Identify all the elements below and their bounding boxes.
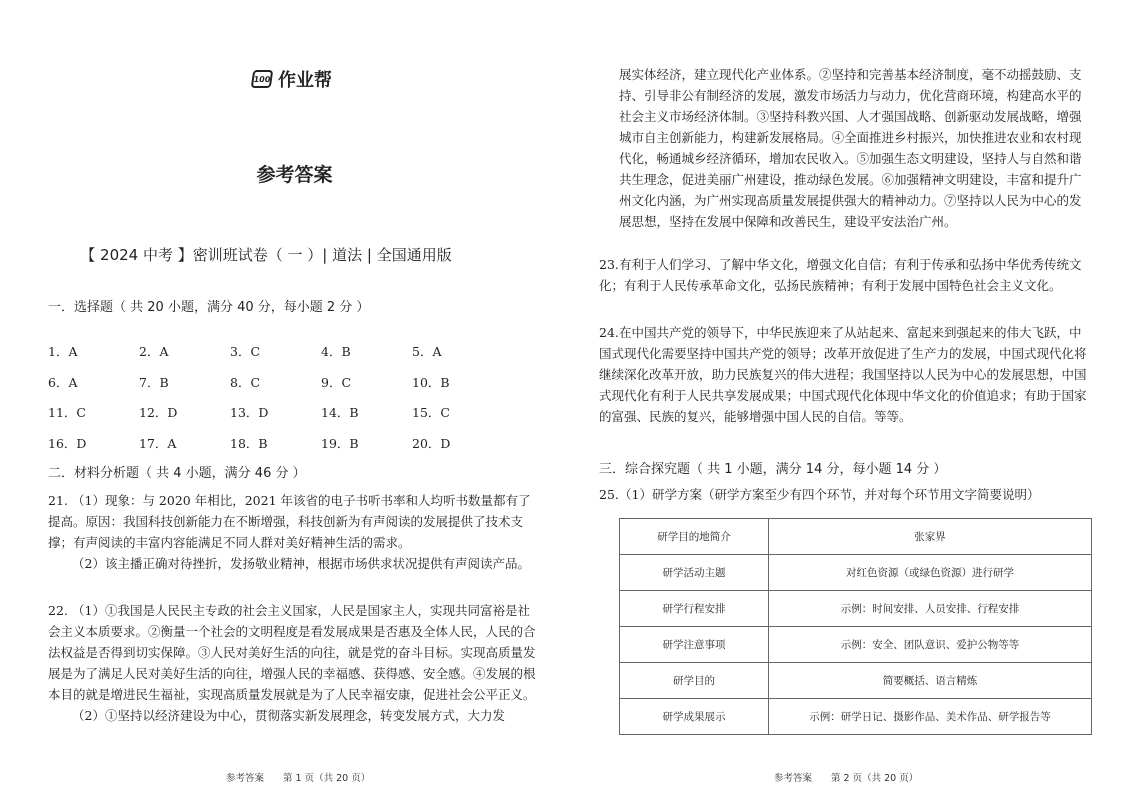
logo-icon: 100 (251, 70, 274, 88)
plan-step-detail: 示例：研学日记、摄影作品、美术作品、研学报告等 (769, 699, 1092, 735)
table-row (620, 663, 1092, 699)
study-plan-table (619, 518, 1092, 735)
answer-item: 10．B (412, 374, 450, 390)
page-footer: 参考答案 第 1 页（共 20 页） (226, 773, 371, 784)
question-23 (599, 254, 1093, 296)
question-21 (48, 490, 542, 574)
answer-text: （1）现象：与 2020 年相比，2021 年该省的电子书听书率和人均听书数量都有了提高。原因：我国科技创新能力在不断增强，科技创新为有声阅读的发展提供了技术支撑；有声阅读的丰富内容能满足不同人群对美好精神生活的需求。 (48, 493, 531, 550)
answer-item: 6．A (48, 374, 78, 390)
plan-step-label: 研学成果展示 (620, 699, 769, 735)
table-row (620, 627, 1092, 663)
table-row (620, 555, 1092, 591)
answer-item: 9．C (321, 374, 352, 390)
exam-subtitle: 【 2024 中考 】密训班试卷（ 一 ）| 道法 | 全国通用版 (80, 246, 452, 264)
answer-item: 4．B (321, 344, 351, 360)
question-number: 25. (599, 487, 619, 502)
answer-item: 12．D (139, 405, 178, 421)
answer-text: （2）该主播正确对待挫折，发扬敬业精神，根据市场供求状况提供有声阅读产品。 (72, 556, 530, 571)
answer-text: （1）研学方案（研学方案至少有四个环节，并对每个环节用文字简要说明） (619, 487, 1040, 502)
answer-grid (48, 336, 472, 458)
question-number: 22. (48, 603, 68, 618)
answer-text: 有利于人们学习、了解中华文化，增强文化自信；有利于传承和弘扬中华优秀传统文化；有利于人民传承革命文化，弘扬民族精神；有利于发展中国特色社会主义文化。 (599, 257, 1082, 293)
answer-item: 2．A (139, 344, 169, 360)
answer-item: 17．A (139, 435, 177, 451)
answer-item: 7．B (139, 374, 169, 390)
brand-logo (252, 66, 332, 92)
answer-item: 18．B (230, 435, 268, 451)
table-row (620, 699, 1092, 735)
answer-row (48, 397, 472, 428)
question-22-continued: 展实体经济，建立现代化产业体系。②坚持和完善基本经济制度，毫不动摇鼓励、支持、引导非公有制经济的发展，激发市场活力与动力，优化营商环境，构建高水平的社会主义市场经济体制。③坚持科教兴国、人才强国战略、创新驱动发展战略，增强城市自主创新能力，构建新发展格局。④全面推进乡村振兴，加快推进农业和农村现代化，畅通城乡经济循环，增加农民收入。⑤加强生态文明建设，坚持人与自然和谐共生理念，促进美丽广州建设，推动绿色发展。⑥加强精神文明建设，丰富和提升广州文化内涵，为广州实现高质量发展提供强大的精神动力。⑦坚持以人民为中心的发展思想，坚持在发展中保障和改善民生，建设平安法治广州。 (619, 67, 1082, 229)
section-heading-inquiry: 三．综合探究题（ 共 1 小题，满分 14 分，每小题 14 分 ） (599, 462, 947, 477)
section-heading-choice: 一．选择题（ 共 20 小题，满分 40 分，每小题 2 分 ） (48, 300, 370, 315)
question-22 (48, 600, 542, 726)
answer-text: （2）①坚持以经济建设为中心，贯彻落实新发展理念，转变发展方式，大力发 (72, 708, 505, 723)
answer-item: 8．C (230, 374, 261, 390)
plan-step-detail: 简要概括、语言精炼 (769, 663, 1092, 699)
question-number: 23. (599, 257, 619, 272)
page-title: 参考答案 (256, 164, 333, 186)
section-heading-analysis: 二．材料分析题（ 共 4 小题，满分 46 分 ） (48, 466, 306, 481)
answer-text: 在中国共产党的领导下，中华民族迎来了从站起来、富起来到强起来的伟大飞跃，中国式现代化需要坚持中国共产党的领导；改革开放促进了生产力的发展，中国式现代化将继续深化改革开放，助力民族复兴的伟大进程；我国坚持以人民为中心的发展思想，中国式现代化有利于人民共享发展成果；中国式现代化体现中华文化的价值追求；有助于国家的富强、民族的复兴，能够增强中国人民的自信。等等。 (599, 325, 1087, 424)
page-right (569, 0, 1138, 798)
answer-row (48, 367, 472, 398)
plan-step-detail: 示例：时间安排、人员安排、行程安排 (769, 591, 1092, 627)
plan-step-detail: 示例：安全、团队意识、爱护公物等等 (769, 627, 1092, 663)
plan-step-label: 研学活动主题 (620, 555, 769, 591)
answer-row (48, 336, 472, 367)
answer-item: 14．B (321, 405, 359, 421)
answer-item: 16．D (48, 435, 87, 451)
plan-step-detail: 张家界 (769, 519, 1092, 555)
question-25 (599, 484, 1109, 505)
answer-item: 5．A (412, 344, 442, 360)
plan-step-label: 研学行程安排 (620, 591, 769, 627)
answer-item: 3．C (230, 344, 261, 360)
answer-row (48, 428, 472, 459)
answer-item: 15．C (412, 405, 450, 421)
answer-item: 19．B (321, 435, 359, 451)
question-number: 21. (48, 493, 68, 508)
page-footer: 参考答案 第 2 页（共 20 页） (774, 773, 919, 784)
table-row (620, 519, 1092, 555)
question-number: 24. (599, 325, 619, 340)
table-row (620, 591, 1092, 627)
answer-item: 1．A (48, 344, 78, 360)
question-24 (599, 322, 1093, 427)
plan-step-label: 研学注意事项 (620, 627, 769, 663)
plan-step-label: 研学目的 (620, 663, 769, 699)
brand-name: 作业帮 (278, 70, 332, 91)
answer-text: （1）①我国是人民民主专政的社会主义国家，人民是国家主人，实现共同富裕是社会主义本质要求。②衡量一个社会的文明程度是看发展成果是否惠及全体人民，人民的合法权益是否得到切实保障。③人民对美好生活的向往，就是党的奋斗目标。实现高质量发展是为了满足人民对美好生活的向往，增强人民的幸福感、获得感、安全感。④发展的根本目的就是增进民生福祉，实现高质量发展就是为了人民幸福安康，促进社会公平正义。 (48, 603, 536, 702)
plan-step-detail: 对红色资源（或绿色资源）进行研学 (769, 555, 1092, 591)
answer-item: 13．D (230, 405, 269, 421)
answer-item: 20．D (412, 435, 451, 451)
plan-step-label: 研学目的地简介 (620, 519, 769, 555)
answer-item: 11．C (48, 405, 86, 421)
